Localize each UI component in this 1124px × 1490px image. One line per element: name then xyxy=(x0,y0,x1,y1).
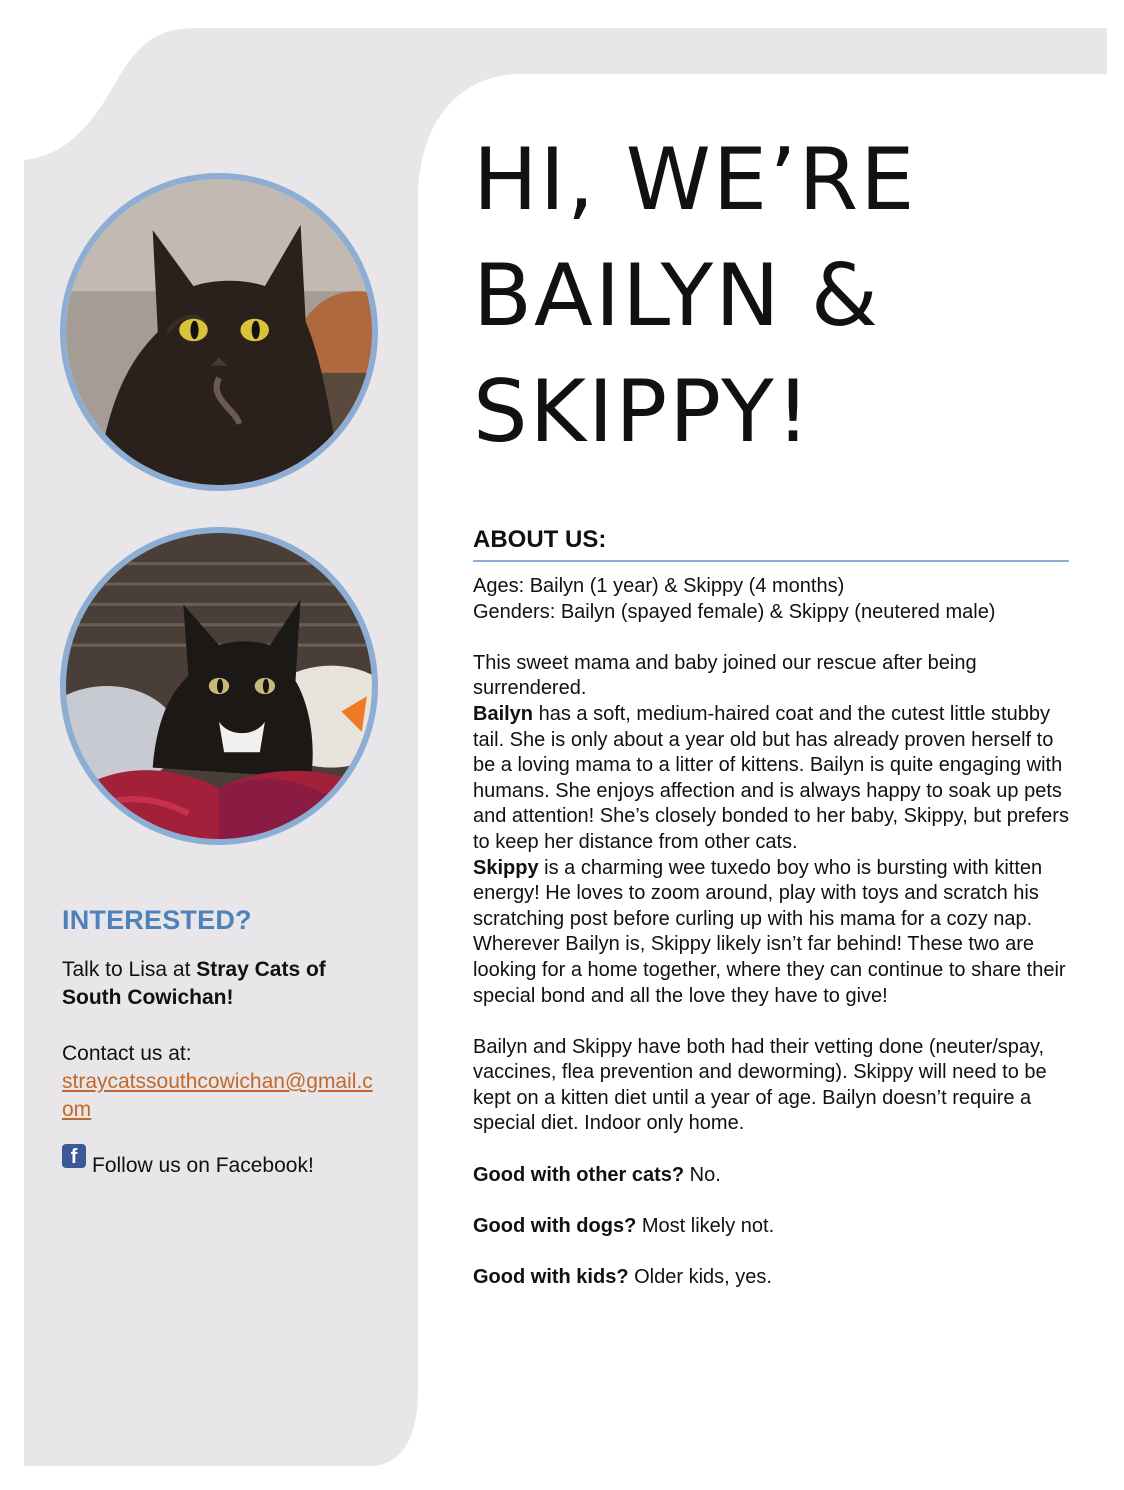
good-with-dogs-question: Good with dogs? xyxy=(473,1214,637,1237)
talk-prefix: Talk to Lisa at xyxy=(62,958,197,981)
skippy-text: is a charming wee tuxedo boy who is bursting with kitten energy! He loves to zoom around, play with toys and scratch his scratching post before curling up with his mama for a cozy nap. Wherever Bailyn is, Skippy likely isn’t far behind! These two are looking for a home together, where they can continue to share their special bond and all the love they have to give! xyxy=(473,856,1066,1007)
intro-text: This sweet mama and baby joined our rescue after being surrendered. xyxy=(473,651,977,700)
page-title xyxy=(473,122,1073,470)
good-with-dogs xyxy=(473,1214,1069,1240)
skippy-description xyxy=(473,856,1069,1010)
bailyn-description xyxy=(473,702,1069,856)
title-line-1: HI, WE’RE xyxy=(473,130,917,230)
facebook-text[interactable]: Follow us on Facebook! xyxy=(92,1154,314,1177)
good-with-kids xyxy=(473,1265,1069,1291)
good-with-kids-question: Good with kids? xyxy=(473,1266,629,1289)
title-line-2: BAILYN & xyxy=(473,246,880,346)
contact-label: Contact us at: xyxy=(62,1042,192,1065)
bailyn-photo xyxy=(60,173,378,491)
interested-heading: INTERESTED? xyxy=(62,905,252,935)
bailyn-name: Bailyn xyxy=(473,702,534,725)
facebook-link[interactable] xyxy=(62,1146,382,1180)
genders-text: Genders: Bailyn (spayed female) & Skippy (neutered male) xyxy=(473,600,996,623)
vetting-text: Bailyn and Skippy have both had their vetting done (neuter/spay, vaccines, flea prevention and deworming). Skippy will need to be kept on a kitten diet until a year of age. Bailyn doesn’t require a special diet. Indoor only home. xyxy=(473,1035,1047,1135)
email-link[interactable]: straycatssouthcowichan@gmail.com xyxy=(62,1070,373,1121)
good-with-dogs-answer: Most likely not. xyxy=(636,1214,775,1237)
title-line-3: SKIPPY! xyxy=(473,362,813,462)
sidebar xyxy=(62,905,382,1180)
good-with-cats-question: Good with other cats? xyxy=(473,1163,685,1186)
facebook-icon[interactable]: f xyxy=(62,1144,86,1168)
skippy-name: Skippy xyxy=(473,856,539,879)
ages-text: Ages: Bailyn (1 year) & Skippy (4 months) xyxy=(473,575,845,597)
cat-photo-bailyn-icon xyxy=(66,179,372,485)
good-with-cats xyxy=(473,1163,1069,1189)
good-with-cats-answer: No. xyxy=(684,1163,721,1186)
section-divider xyxy=(473,560,1069,562)
about-section xyxy=(473,526,1069,1291)
cat-photo-skippy-icon xyxy=(66,533,372,839)
talk-to-text xyxy=(62,956,382,1012)
bailyn-text: has a soft, medium-haired coat and the cutest little stubby tail. She is only about a year old but has already proven herself to be a loving mama to a litter of kittens. Bailyn is quite engaging with humans. She enjoys affection and is always happy to soak up pets and attention! She’s closely bonded to her baby, Skippy, but prefers to keep her distance from other cats. xyxy=(473,702,1069,853)
org-name: Stray Cats of South Cowichan! xyxy=(62,958,326,1009)
good-with-kids-answer: Older kids, yes. xyxy=(628,1266,772,1289)
skippy-photo xyxy=(60,527,378,845)
about-heading: ABOUT US: xyxy=(473,526,607,553)
